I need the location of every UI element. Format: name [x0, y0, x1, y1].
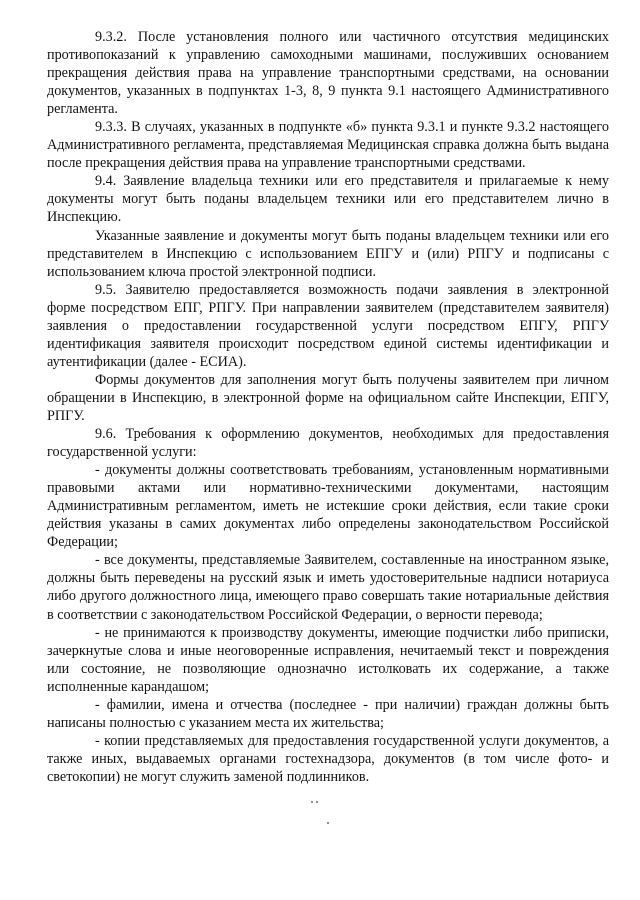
- scan-speck: [316, 801, 318, 803]
- list-item-requirements: - документы должны соответствовать требованиям, установленным нормативными правовыми актами или нормативно-техническими документами, настоящим Административным регламентом, иметь не истекшие сроки действия, если такие сроки действия указаны в самих документах либо определены законодательством Российской Федерации;: [47, 462, 609, 551]
- paragraph-9-5: 9.5. Заявителю предоставляется возможность подачи заявления в электронной форме посредством ЕПГ, РПГУ. При направлении заявителем (представителем заявителя) заявления о предоставлении государственной услуги посредством ЕПГУ, РПГУ идентификация заявителя происходит посредством единой системы идентификации и аутентификации (далее - ЕСИА).: [47, 281, 609, 370]
- paragraph-9-3-2: 9.3.2. После установления полного или частичного отсутствия медицинских противопоказаний к управлению самоходными машинами, послуживших основанием прекращения действия права на управление транспортными средствами, на основании документов, указанных в подпунктах 1-3, 8, 9 пункта 9.1 настоящего Административного регламента.: [47, 29, 609, 118]
- document-body: [47, 28, 609, 786]
- paragraph-9-4-continuation: Указанные заявление и документы могут быть поданы владельцем техники или его представителем в Инспекцию с использованием ЕПГУ и (или) РПГУ и подписаны с использованием ключа простой электронной подписи.: [47, 227, 609, 280]
- scan-speck: [311, 801, 313, 803]
- paragraph-9-3-3: 9.3.3. В случаях, указанных в подпункте «б» пункта 9.3.1 и пункте 9.3.2 настоящего Административного регламента, представляемая Медицинская справка должна быть выдана после прекращения действия права на управление транспортными средствами.: [47, 119, 609, 172]
- list-item-copies: - копии представляемых для предоставления государственной услуги документов, а также иных, выдаваемых органами гостехнадзора, документов (в том числе фото- и светокопии) не могут служить заменой подлинников.: [47, 732, 609, 785]
- paragraph-9-4: 9.4. Заявление владельца техники или его представителя и прилагаемые к нему документы могут быть поданы владельцем техники или его представителем лично в Инспекцию.: [47, 173, 609, 226]
- list-item-corrections: - не принимаются к производству документы, имеющие подчистки либо приписки, зачеркнутые слова и иные неоговоренные исправления, нечитаемый текст и повреждения или состояние, не позволяющие однозначно истолковать их содержание, а также исполненные карандашом;: [47, 624, 609, 695]
- paragraph-9-6: 9.6. Требования к оформлению документов, необходимых для предоставления государственной услуги:: [47, 426, 609, 461]
- list-item-translation: - все документы, представляемые Заявителем, составленные на иностранном языке, должны быть переведены на русский язык и иметь удостоверительные надписи нотариуса либо другого должностного лица, имеющего право совершать такие нотариальные действия в соответствии с законодательством Российской Федерации, о верности перевода;: [47, 552, 609, 623]
- scan-speck: [327, 822, 329, 824]
- list-item-names: - фамилии, имена и отчества (последнее - при наличии) граждан должны быть написаны полностью с указанием места их жительства;: [47, 696, 609, 731]
- paragraph-9-5-forms: Формы документов для заполнения могут быть получены заявителем при личном обращении в Инспекцию, в электронной форме на официальном сайте Инспекции, ЕПГУ, РПГУ.: [47, 371, 609, 424]
